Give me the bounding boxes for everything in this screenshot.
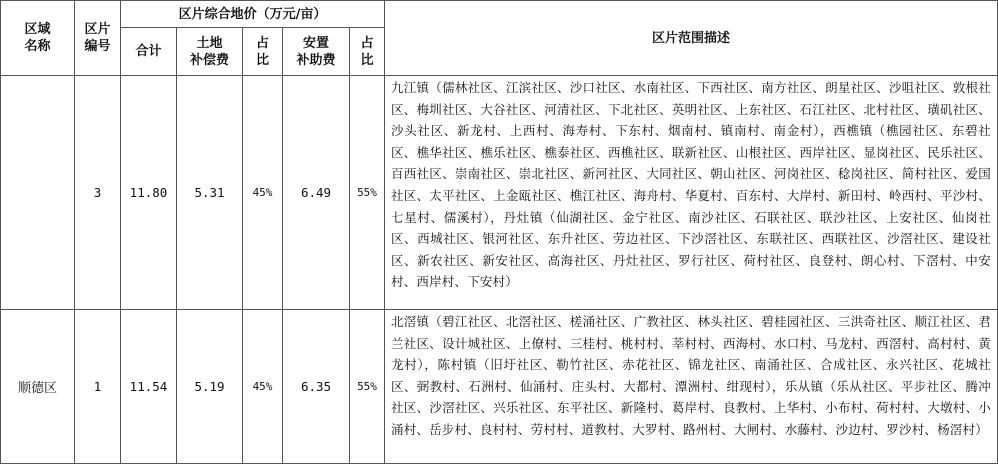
cell-region: [1, 76, 75, 310]
cell-land-share: 45%: [243, 310, 283, 464]
cell-land-compensation: 5.31: [177, 76, 243, 310]
cell-land-share: 45%: [243, 76, 283, 310]
cell-zone-scope: 北滘镇（碧江社区、北滘社区、槎涌社区、广教社区、林头社区、碧桂园社区、三洪奇社区、顺江社区、君兰社区、设计城社区、上僚村、三桂村、桃村村、莘村村、西海村、水口村、马龙村、西滘村、高村村、黄龙村），陈村镇（旧圩社区、勒竹社区、赤花社区、锦龙社区、南涌社区、合成社区、永兴社区、花城社区、弼教村、石洲村、仙涌村、庄头村、大都村、潭洲村、绀现村），乐从镇（乐从社区、平步社区、腾冲社区、沙滘社区、兴乐社区、东平社区、新隆村、葛岸村、良教村、上华村、小布村、荷村村、大墩村、小涌村、岳步村、良村村、劳村村、道教村、大罗村、路州村、大闸村、水藤村、沙边村、罗沙村、杨滘村）: [385, 310, 998, 464]
cell-zone-number: 1: [75, 310, 121, 464]
cell-resettlement-subsidy: 6.49: [283, 76, 350, 310]
header-composite-price: 区片综合地价（万元/亩）: [121, 1, 385, 28]
cell-zone-scope: 九江镇（儒林社区、江滨社区、沙口社区、水南社区、下西社区、南方社区、朗星社区、沙咀社区、敦根社区、梅圳社区、大谷社区、河清社区、下北社区、英明社区、上东社区、石江社区、北村社区、璜矶社区、沙头社区、新龙村、上西村、海寿村、下东村、烟南村、镇南村、南金村），西樵镇（樵园社区、东碧社区、樵华社区、樵乐社区、樵泰社区、西樵社区、联新社区、山根社区、西岸社区、显岗社区、民乐社区、百西社区、崇南社区、崇北社区、新河社区、大同社区、朝山社区、河岗社区、稔岗社区、简村社区、爱国社区、太平社区、上金瓯社区、樵江社区、海舟村、华夏村、百东村、大岸村、新田村、岭西村、平沙村、七星村、儒溪村），丹灶镇（仙湖社区、金宁社区、南沙社区、石联社区、联沙社区、上安社区、仙岗社区、西城社区、银河社区、东升社区、劳边社区、下沙滘社区、东联社区、西联社区、沙滘社区、建设社区、新农社区、新安社区、高海社区、丹灶社区、罗行社区、荷村社区、良登村、朗心村、下滘村、中安村、西岸村、下安村）: [385, 76, 998, 310]
header-land-share: 占 比: [243, 28, 283, 76]
cell-zone-number: 3: [75, 76, 121, 310]
cell-resettlement-subsidy: 6.35: [283, 310, 350, 464]
header-resettlement-subsidy: 安置 补助费: [283, 28, 350, 76]
header-total: 合计: [121, 28, 177, 76]
cell-resettlement-share: 55%: [350, 310, 385, 464]
table-row: [1, 76, 998, 310]
header-region-name: 区域 名称: [1, 1, 75, 76]
cell-region: 顺德区: [1, 310, 75, 464]
header-zone-number: 区片 编号: [75, 1, 121, 76]
cell-resettlement-share: 55%: [350, 76, 385, 310]
cell-land-compensation: 5.19: [177, 310, 243, 464]
header-land-compensation: 土地 补偿费: [177, 28, 243, 76]
header-zone-scope: 区片范围描述: [385, 1, 998, 76]
cell-total: 11.54: [121, 310, 177, 464]
cell-total: 11.80: [121, 76, 177, 310]
table-row: [1, 310, 998, 464]
header-resettlement-share: 占 比: [350, 28, 385, 76]
